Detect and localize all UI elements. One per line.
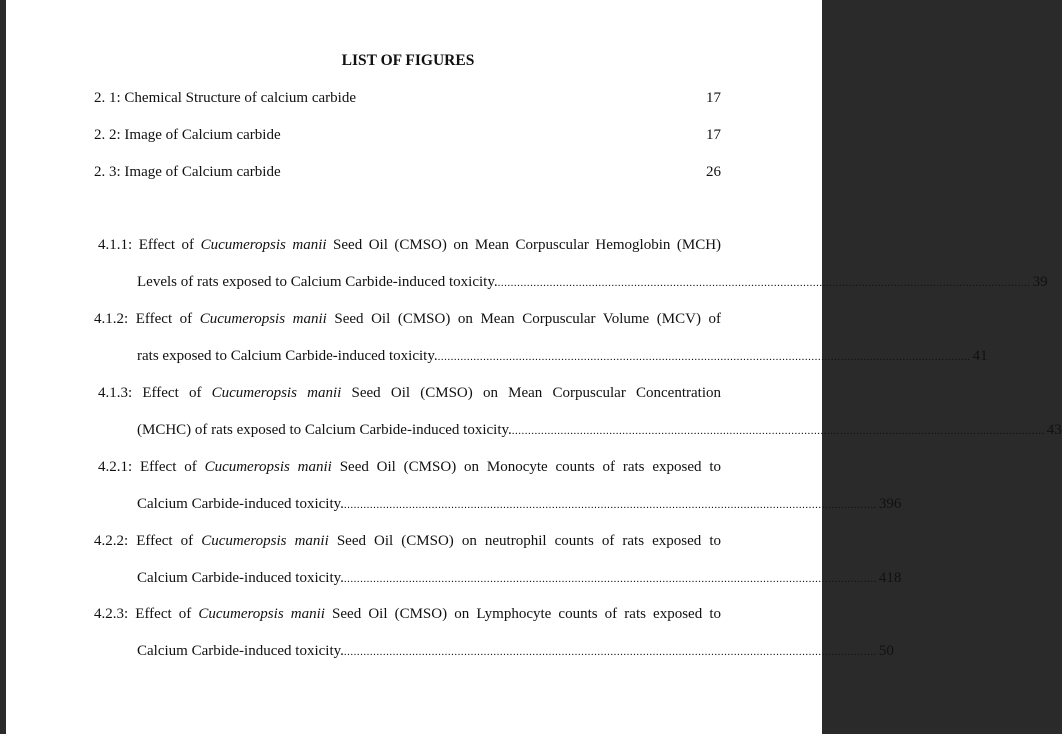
species-name: Cucumeropsis manii (204, 459, 332, 475)
figure-entry (94, 531, 902, 586)
figure-entry (94, 88, 721, 108)
species-name: Cucumeropsis manii (198, 606, 325, 622)
figure-page-number: 43 (1046, 422, 1062, 438)
dot-leader: .................................................................................................................................................................... (343, 646, 877, 658)
figure-prefix: Effect of (135, 606, 192, 622)
figure-label: 2. 3: Image of Calcium carbide (94, 164, 281, 180)
figure-title-continuation: rats exposed to Calcium Carbide-induced toxicity. (137, 348, 438, 364)
figure-title-rest: Seed Oil (CMSO) on Mean Corpuscular Volume (MCV) of (334, 311, 721, 327)
figure-title-rest: Seed Oil (CMSO) on Mean Corpuscular Hemoglobin (MCH) (333, 237, 722, 253)
species-name: Cucumeropsis manii (201, 533, 329, 549)
dot-leader: .................................................................................................................................................................... (437, 351, 971, 363)
figure-title-rest: Seed Oil (CMSO) on Lymphocyte counts of rats exposed to (332, 606, 721, 622)
figure-page-number: 26 (706, 164, 721, 180)
figure-page-number: 17 (706, 90, 721, 106)
figure-title-rest: Seed Oil (CMSO) on neutrophil counts of rats exposed to (336, 533, 721, 549)
figure-page-number: 50 (878, 643, 894, 659)
figure-label: 2. 1: Chemical Structure of calcium carbide (94, 90, 356, 106)
figure-entry (94, 309, 988, 364)
figure-entry (94, 457, 902, 512)
figure-label: 2. 2: Image of Calcium carbide (94, 127, 281, 143)
figure-title-continuation: Levels of rats exposed to Calcium Carbide-induced toxicity. (137, 274, 498, 290)
figure-prefix: Effect of (138, 237, 195, 253)
figure-prefix: Effect of (135, 311, 193, 327)
figure-entry (94, 235, 1048, 290)
figure-page-number: 396 (878, 496, 902, 512)
figure-entry (94, 383, 1062, 438)
figure-title-rest: Seed Oil (CMSO) on Mean Corpuscular Concentration (351, 385, 721, 401)
figure-number: 4.2.2: (94, 533, 129, 549)
dot-leader: .................................................................................................................................................................... (343, 499, 877, 511)
figure-prefix: Effect of (136, 533, 194, 549)
figure-page-number: 17 (706, 127, 721, 143)
figure-number: 4.1.2: (94, 311, 129, 327)
species-name: Cucumeropsis manii (199, 311, 327, 327)
dot-leader: .................................................................................................................................................................... (511, 425, 1045, 437)
page-title: LIST OF FIGURES (341, 52, 475, 69)
figure-prefix: Effect of (140, 459, 197, 475)
dot-leader: .................................................................................................................................................................... (343, 573, 877, 585)
figure-entry (94, 125, 721, 145)
figure-number: 4.1.1: (98, 237, 133, 253)
figure-title-continuation: Calcium Carbide-induced toxicity. (137, 570, 344, 586)
figure-entry (94, 604, 894, 659)
dot-leader: .................................................................................................................................................................... (497, 277, 1031, 289)
figure-number: 4.1.3: (98, 385, 133, 401)
species-name: Cucumeropsis manii (211, 385, 342, 401)
figure-number: 4.2.3: (94, 606, 129, 622)
figure-number: 4.2.1: (98, 459, 133, 475)
figure-entry (94, 162, 721, 182)
figure-title-rest: Seed Oil (CMSO) on Monocyte counts of rats exposed to (339, 459, 721, 475)
figure-page-number: 41 (972, 348, 988, 364)
figure-title-continuation: Calcium Carbide-induced toxicity. (137, 496, 344, 512)
figure-title-continuation: (MCHC) of rats exposed to Calcium Carbide-induced toxicity. (137, 422, 512, 438)
species-name: Cucumeropsis manii (200, 237, 327, 253)
figure-page-number: 39 (1032, 274, 1048, 290)
figure-prefix: Effect of (142, 385, 202, 401)
figure-title-continuation: Calcium Carbide-induced toxicity. (137, 643, 344, 659)
figure-page-number: 418 (878, 570, 902, 586)
